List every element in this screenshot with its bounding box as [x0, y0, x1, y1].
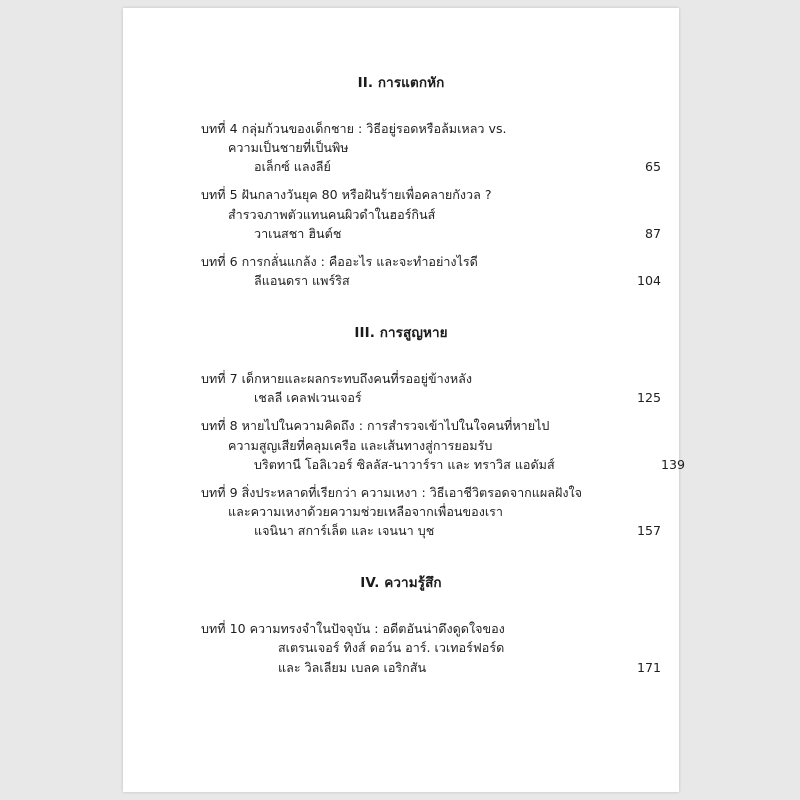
toc-line-text: แจนินา สการ์เล็ต และ เจนนา บุช [254, 523, 435, 539]
toc-line [123, 388, 679, 407]
toc-page-number: 104 [636, 272, 661, 288]
toc-line-text: อเล็กซ์ แลงลีย์ [254, 159, 331, 175]
toc-line-text: วาเนสชา ฮินต์ช [254, 225, 342, 241]
toc-line [123, 483, 679, 502]
toc-line-text: และความเหงาด้วยความช่วยเหลือจากเพื่อนของเรา [228, 503, 503, 519]
toc-line-text: ความสูญเสียที่คลุมเครือ และเส้นทางสู่การยอมรับ [228, 437, 493, 453]
toc-entry[interactable] [123, 185, 679, 242]
toc-section-3 [123, 321, 686, 540]
book-page [123, 8, 686, 792]
toc-entry[interactable] [123, 416, 686, 473]
toc-entry[interactable] [123, 483, 679, 540]
toc-line [123, 521, 679, 540]
toc-content [123, 8, 686, 677]
toc-entry[interactable] [123, 119, 679, 176]
toc-page-number: 139 [661, 456, 686, 472]
toc-line [123, 658, 679, 677]
toc-line [123, 224, 679, 243]
toc-line [123, 185, 679, 204]
section-title: II. การแตกหัก [357, 75, 445, 91]
toc-line-text: บทที่ 9 สิ่งประหลาดที่เรียกว่า ความเหงา : วิธีเอาชีวิตรอดจากแผลฝังใจ [201, 484, 583, 500]
toc-line-text: ลีแอนดรา แพร์ริส [254, 272, 350, 288]
toc-section-2 [123, 71, 679, 290]
toc-line [123, 252, 679, 271]
toc-page-number: 125 [636, 390, 661, 406]
toc-line-text: บทที่ 7 เด็กหายและผลกระทบถึงคนที่รออยู่ข้างหลัง [201, 371, 472, 387]
toc-line [123, 436, 679, 455]
toc-line-text: เชลลี เคลฟเวนเจอร์ [254, 390, 362, 406]
toc-page-number: 65 [644, 159, 661, 175]
toc-line [123, 455, 686, 474]
toc-line-text: บทที่ 8 หายไปในความคิดถึง : การสำรวจเข้าไปในใจคนที่หายไป [201, 418, 550, 434]
toc-section-4 [123, 571, 679, 676]
toc-line-text: ความเป็นชายที่เป็นพิษ [228, 140, 349, 156]
toc-line-text: สเตรนเจอร์ ทิงส์ ดอว์น อาร์. เวเทอร์ฟอร์ด [278, 640, 505, 656]
toc-page-number: 171 [636, 659, 661, 675]
toc-line-text: บทที่ 10 ความทรงจำในปัจจุบัน : อดีตอันน่าดึงดูดใจของ [201, 621, 505, 637]
toc-line-text: และ วิลเลียม เบลค เอริกสัน [278, 659, 427, 675]
toc-entry[interactable] [123, 619, 679, 676]
toc-line [123, 119, 679, 138]
section-title: IV. ความรู้สึก [360, 575, 442, 592]
toc-entry[interactable] [123, 369, 679, 407]
toc-line [123, 369, 679, 388]
toc-line-text: สำรวจภาพตัวแทนคนผิวดำในฮอร์กินส์ [228, 206, 436, 222]
toc-line [123, 138, 679, 157]
toc-line [123, 271, 679, 290]
toc-line-text: บทที่ 4 กลุ่มก้วนของเด็กชาย : วิธีอยู่รอดหรือล้มเหลว vs. [201, 121, 507, 136]
toc-page-number: 87 [644, 225, 661, 241]
toc-page-number: 157 [636, 523, 661, 539]
toc-line [123, 157, 679, 176]
toc-line-text: บทที่ 5 ฝันกลางวันยุค 80 หรือฝันร้ายเพื่อคลายกังวล ? [201, 187, 492, 203]
toc-entry[interactable] [123, 252, 679, 290]
toc-line [123, 205, 679, 224]
section-title: III. การสูญหาย [354, 325, 448, 342]
toc-line-text: บทที่ 6 การกลั่นแกล้ง : คืออะไร และจะทำอย่างไรดี [201, 253, 478, 269]
toc-line-text: บริตทานี โอลิเวอร์ ซิลลัส-นาวาร์รา และ ทราวิส แอดัมส์ [254, 456, 555, 472]
toc-line [123, 416, 679, 435]
toc-line [123, 502, 679, 521]
toc-line [123, 638, 679, 657]
toc-line [123, 619, 679, 638]
